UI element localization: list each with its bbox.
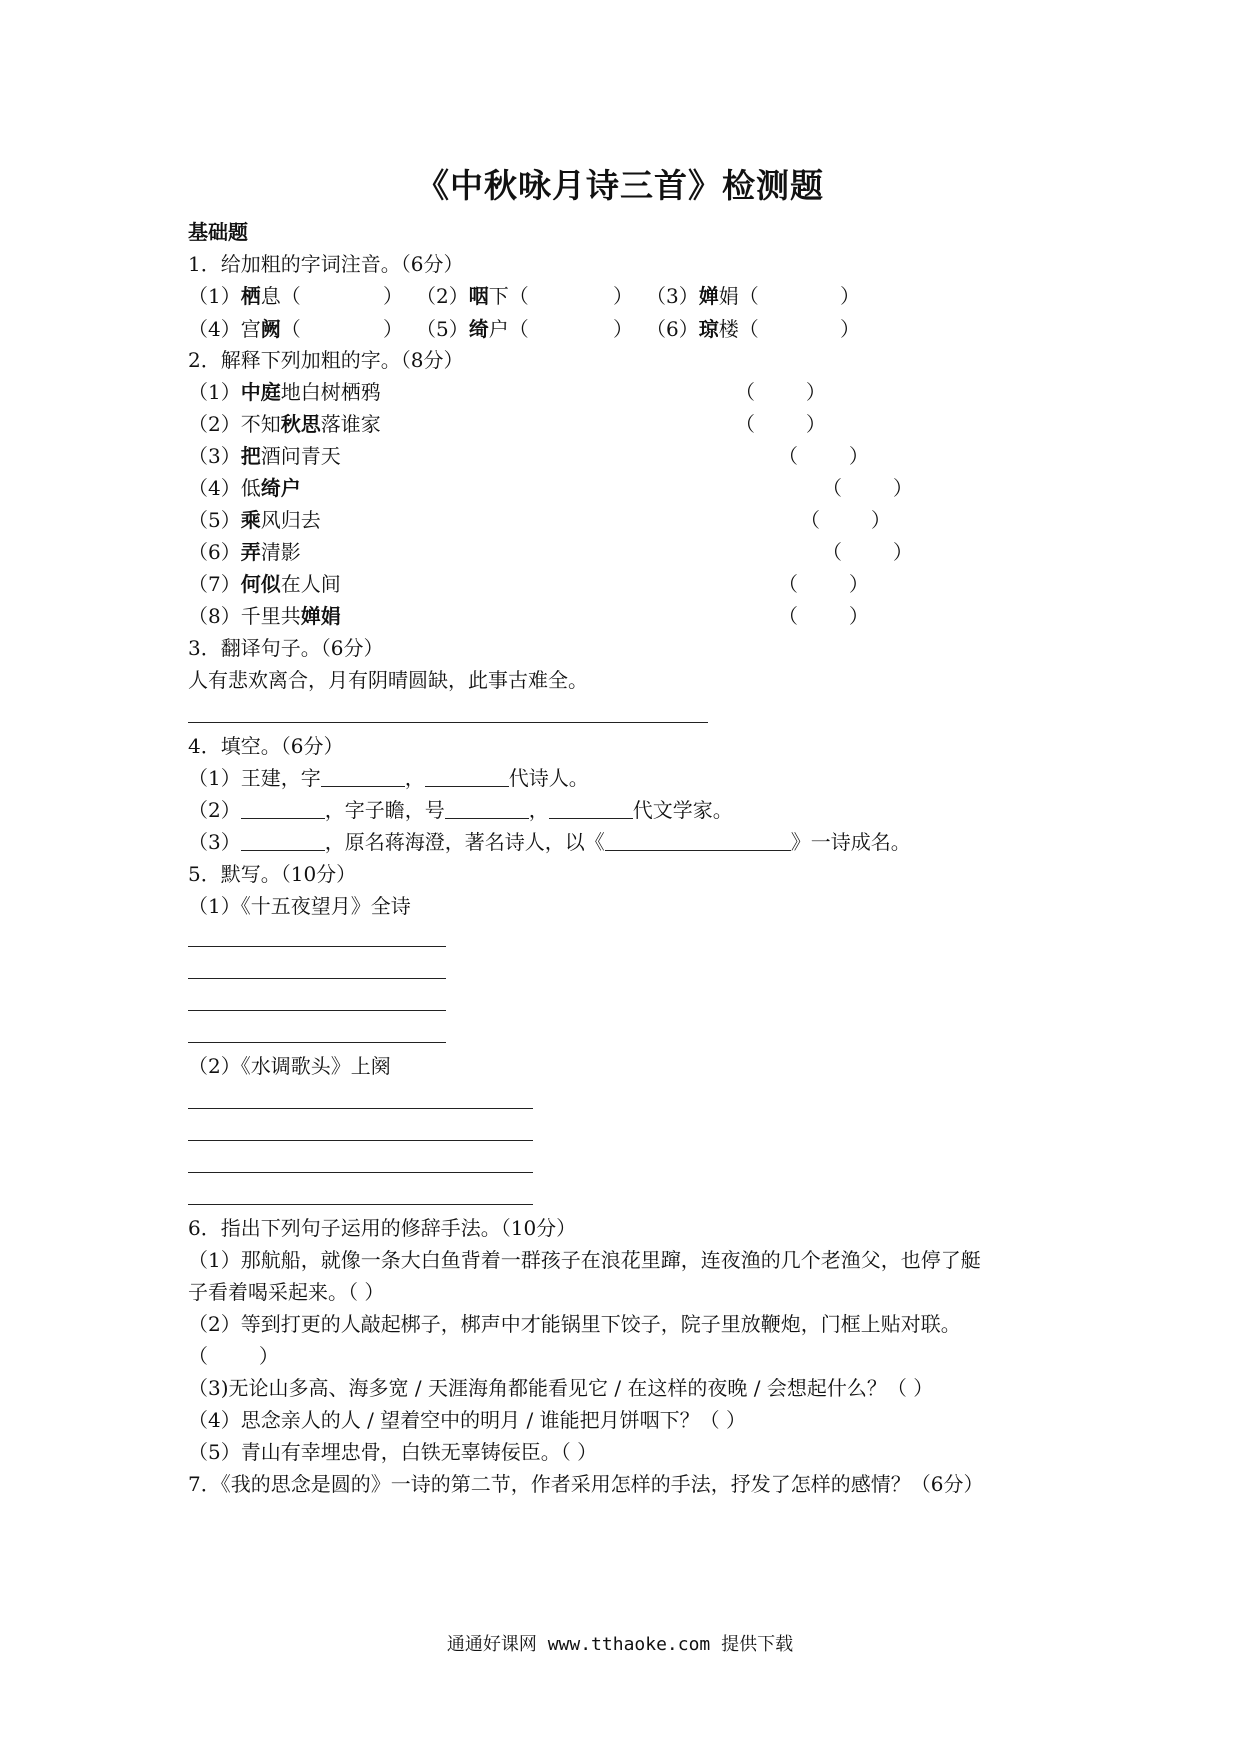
q3-heading: 3．翻译句子。（6分） [188,636,384,660]
q4-blank [605,830,791,851]
q1-item-5: （5）绮户（ [416,317,529,341]
q6-sentence-1b: 子看着喝采起来。（ ） [188,1280,385,1304]
q1-item-1-close: ） [383,284,403,308]
q2-item-7-answer: （ ） [778,572,869,596]
q4-blank [241,798,325,819]
q1-item-3: （3）婵娟（ [646,284,759,308]
q4-blank [321,766,405,787]
q5-answer-line [188,1140,533,1141]
q2-item-6-answer: （ ） [822,540,913,564]
q5-heading: 5．默写。（10分） [188,862,357,886]
q1-item-6-close: ） [840,317,860,341]
q5-answer-line [188,946,446,947]
q1-heading: 1．给加粗的字词注音。（6分） [188,252,464,276]
q2-item-5: （5）乘风归去 [188,508,321,532]
q6-sentence-5: （5）青山有幸埋忠骨，白铁无辜铸佞臣。（ ） [188,1440,598,1464]
q4-blank [425,766,509,787]
q5-answer-line [188,1108,533,1109]
q2-item-8-answer: （ ） [778,604,869,628]
q2-item-1-answer: （ ） [735,380,826,404]
q4-heading: 4．填空。（6分） [188,734,344,758]
q2-item-4-answer: （ ） [822,476,913,500]
q1-item-2: （2）咽下（ [416,284,529,308]
q2-item-7: （7）何似在人间 [188,572,341,596]
q1-item-1: （1）栖息（ [188,284,301,308]
section-heading: 基础题 [188,220,248,244]
q3-sentence: 人有悲欢离合，月有阴晴圆缺，此事古难全。 [188,668,588,692]
q4-blank [241,830,325,851]
q2-item-6: （6）弄清影 [188,540,301,564]
q5-answer-line [188,1204,533,1205]
q6-sentence-3: （3)无论山多高、海多宽 / 天涯海角都能看见它 / 在这样的夜晚 / 会想起什么？（ ） [188,1376,934,1400]
q5-answer-line [188,1042,446,1043]
q3-answer-line [188,722,708,723]
q4-line-2: （2） ，字子瞻，号 ， 代文学家。 [188,798,733,822]
q5-answer-line [188,1172,533,1173]
q4-line-1: （1）王建，字 ， 代诗人。 [188,766,589,790]
q6-sentence-2a: （2）等到打更的人敲起梆子，梆声中才能锅里下饺子，院子里放鞭炮，门框上贴对联。 [188,1312,961,1336]
q4-line-3: （3） ，原名蒋海澄，著名诗人，以《 》一诗成名。 [188,830,911,854]
q1-item-4-close: ） [383,317,403,341]
q6-sentence-1a: （1）那航船，就像一条大白鱼背着一群孩子在浪花里蹿，连夜渔的几个老渔父，也停了艇 [188,1248,981,1272]
q2-item-1: （1）中庭地白树栖鸦 [188,380,381,404]
q1-item-4: （4）宫阙（ [188,317,301,341]
q5-answer-line [188,1010,446,1011]
q5-part-2: （2）《水调歌头》上阕 [188,1054,391,1078]
q4-blank [549,798,633,819]
q2-heading: 2．解释下列加粗的字。（8分） [188,348,464,372]
q6-sentence-2b: （ ） [188,1344,279,1368]
footer-source: 通通好课网 www.tthaoke.com 提供下载 [446,1634,794,1655]
q2-item-8: （8）千里共婵娟 [188,604,341,628]
q2-item-5-answer: （ ） [800,508,891,532]
q2-item-3: （3）把酒问青天 [188,444,341,468]
q2-item-4: （4）低绮户 [188,476,301,500]
q5-part-1: （1）《十五夜望月》全诗 [188,894,411,918]
q6-sentence-4: （4）思念亲人的人 / 望着空中的明月 / 谁能把月饼咽下？（ ） [188,1408,746,1432]
q2-item-3-answer: （ ） [778,444,869,468]
q2-item-2-answer: （ ） [735,412,826,436]
q1-item-5-close: ） [613,317,633,341]
q2-item-2: （2）不知秋思落谁家 [188,412,381,436]
q5-answer-line [188,978,446,979]
page-title: 《中秋咏月诗三首》检测题 [416,166,824,205]
q1-item-3-close: ） [840,284,860,308]
q1-item-6: （6）琼楼（ [646,317,759,341]
q7-heading: 7．《我的思念是圆的》一诗的第二节，作者采用怎样的手法，抒发了怎样的感情？（6分） [188,1472,984,1496]
q4-blank [445,798,529,819]
q6-heading: 6．指出下列句子运用的修辞手法。（10分） [188,1216,577,1240]
q1-item-2-close: ） [613,284,633,308]
